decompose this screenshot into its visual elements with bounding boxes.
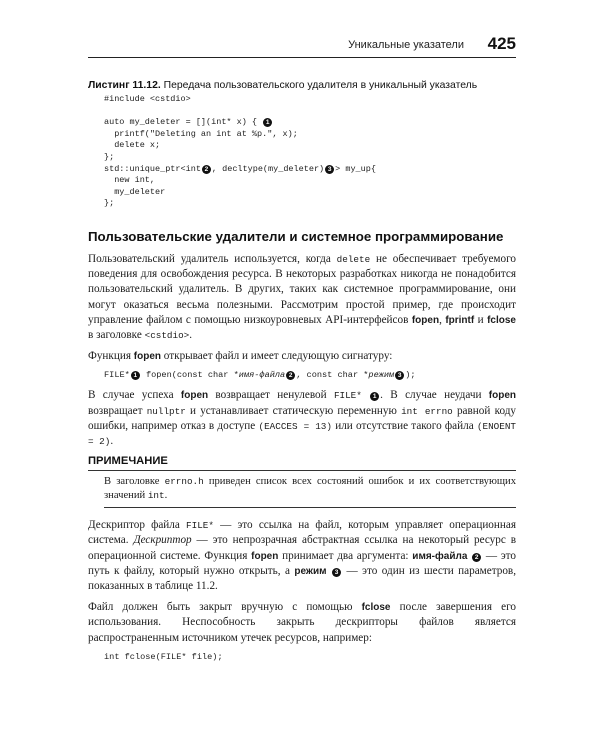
callout-marker-1: 1 [263, 118, 272, 127]
text: возвращает [88, 404, 147, 417]
section-heading: Пользовательские удалители и системное программирование [88, 228, 504, 244]
note-body [104, 475, 516, 508]
inline-code: fclose [361, 602, 391, 614]
inline-code: имя-файла [412, 550, 468, 562]
callout-marker-1: 1 [370, 392, 379, 401]
paragraph-1 [88, 252, 516, 343]
code-line: delete x; [104, 140, 161, 151]
running-header [88, 33, 516, 58]
paragraph-4 [88, 518, 516, 594]
paragraph-5 [88, 600, 516, 646]
text: или отсутствие такого файла [331, 419, 477, 432]
text: . [189, 328, 193, 341]
code-line [104, 117, 516, 129]
code-text: , const char * [296, 370, 369, 381]
note-title: ПРИМЕЧАНИЕ [88, 455, 516, 471]
code-text: std::unique_ptr<int [104, 163, 201, 174]
listing-title: Передача пользовательского удалителя в уникальный указатель [163, 80, 478, 91]
inline-code: fopen [133, 351, 161, 363]
fclose-signature: int fclose(FILE* file); [104, 651, 223, 662]
text: после завершения его использования. Неспособность закрыть дескрипторы файлов является распространенным источником утечек ресурсов, например: [88, 601, 516, 644]
code-text: fopen(const char * [140, 370, 239, 381]
inline-code: nullptr [146, 405, 186, 417]
inline-code: fprintf [445, 314, 475, 326]
paragraph-3 [88, 388, 516, 449]
text: равной коду ошибки, например отказ в доступе [88, 404, 516, 432]
callout-marker-2: 2 [472, 553, 481, 562]
listing-caption [88, 80, 516, 91]
listing-code [104, 94, 516, 210]
text: Файл должен быть закрыт вручную с помощью [88, 601, 362, 614]
text: . В случае неудачи [380, 389, 489, 402]
text: возвращает ненулевой [208, 389, 334, 402]
text: — это ссылка на файл, которым управляет операционная система. [88, 519, 516, 547]
running-header-title: Уникальные указатели [348, 39, 464, 51]
inline-code: fopen [180, 390, 209, 402]
code-line: printf("Deleting an int at %p.", x); [104, 128, 298, 139]
text: В заголовке [104, 476, 165, 488]
inline-code: fopen [251, 550, 279, 562]
code-line: #include <cstdio> [104, 94, 191, 104]
text: в заголовке [88, 328, 145, 341]
text: — это один из шести параметров, показанных в таблице 11.2. [88, 564, 517, 592]
text: приведен список всех состояний ошибок и их соответствующих значений [104, 476, 516, 502]
inline-code: errno.h [164, 476, 204, 488]
text: не обеспечивает требуемого поведения для освобождения ресурса. В некоторых разработках никогда не понадобится пользовательский удалитель. В других, таких как системное программирование, они могут оказаться весьма полезными. Рассмотрим простой пример, где происходит управление файлом с помощью низкоуровневых API-интерфейсов [88, 252, 516, 326]
inline-code: delete [336, 253, 371, 265]
callout-marker-3: 3 [325, 165, 334, 174]
code-line: new int, [104, 175, 156, 186]
inline-code: fopen [411, 314, 440, 326]
inline-code: fopen [488, 390, 517, 402]
text: . [110, 434, 114, 447]
text: Дескриптор файла [88, 519, 187, 532]
text: Пользовательский удалитель используется, когда [88, 252, 337, 265]
fopen-signature [104, 370, 516, 380]
code-text: > my_up{ [335, 163, 376, 174]
callout-marker-2: 2 [286, 371, 295, 380]
listing-label: Листинг 11.12. [88, 80, 161, 91]
paragraph-2 [88, 349, 516, 364]
code-text: , decltype(my_deleter) [211, 163, 325, 174]
page-content [88, 80, 516, 670]
code-text: ); [405, 370, 416, 381]
term: Дескриптор [133, 534, 192, 547]
text: принимает два аргумента: [278, 549, 413, 562]
text: и устанавливает статическую переменную [185, 404, 402, 417]
code-text: FILE* [104, 370, 130, 381]
callout-marker-3: 3 [332, 568, 341, 577]
inline-code: fclose [487, 314, 516, 326]
inline-code: <cstdio> [144, 329, 190, 341]
text: В случае успеха [88, 389, 181, 402]
text: — это путь к файлу, который нужно открыть, а [88, 549, 517, 577]
inline-code: (EACCES = 13) [258, 420, 332, 432]
inline-code: (ENOENT = 2) [88, 420, 516, 447]
note-box [88, 455, 516, 508]
code-arg: имя-файла [238, 370, 286, 381]
text: — это непрозрачная абстрактная ссылка на некоторый ресурс в операционной системе. Функция [88, 534, 516, 562]
inline-code: FILE* [333, 390, 362, 402]
text: , [439, 313, 446, 326]
inline-code: режим [294, 565, 327, 577]
inline-code: int errno [401, 405, 453, 417]
callout-marker-1: 1 [131, 371, 140, 380]
text: и [474, 313, 488, 326]
text: Функция [88, 350, 134, 363]
code-line [104, 106, 516, 118]
text: открывает файл и имеет следующую сигнатуру: [161, 350, 393, 363]
code-arg: режим [368, 370, 395, 381]
page-number: 425 [487, 34, 516, 53]
code-text: auto my_deleter = [](int* x) { [104, 117, 258, 128]
code-line [104, 164, 516, 176]
inline-code: int [147, 490, 165, 502]
code-line: my_deleter [104, 186, 166, 197]
text: . [164, 490, 168, 502]
callout-marker-3: 3 [395, 371, 404, 380]
callout-marker-2: 2 [202, 165, 211, 174]
code-line: }; [104, 198, 115, 209]
code-line: }; [104, 151, 115, 162]
inline-code: FILE* [186, 520, 214, 532]
